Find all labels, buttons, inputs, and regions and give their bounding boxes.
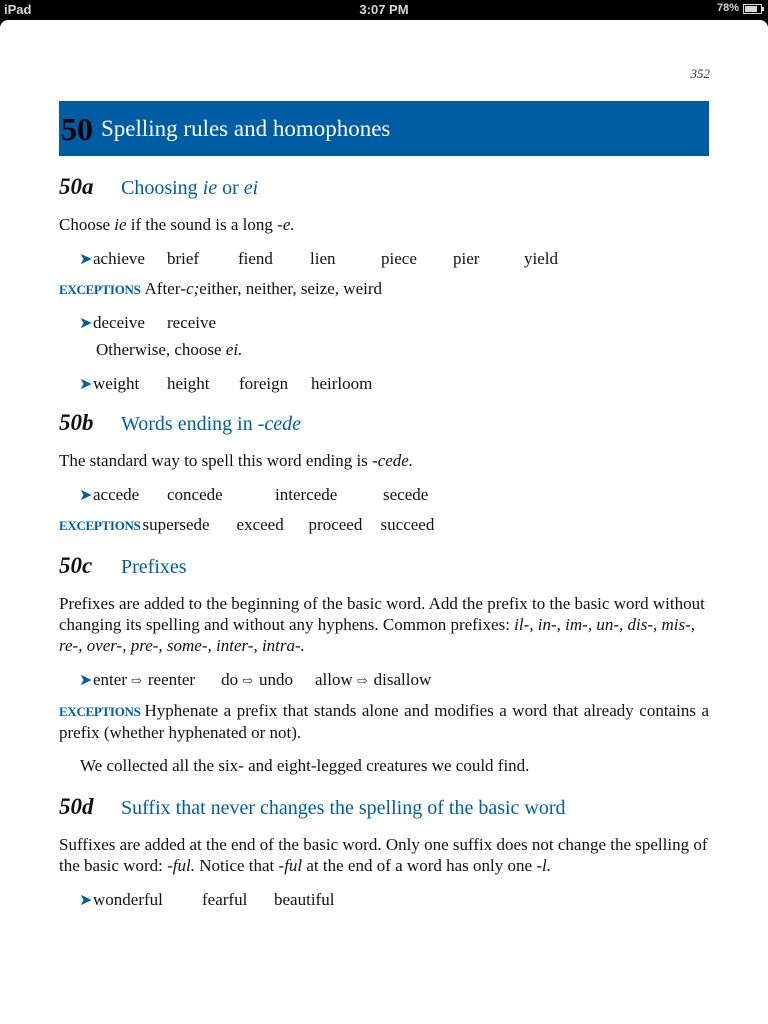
section-title: Suffix that never changes the spelling of the basic word — [121, 797, 566, 819]
bullet-arrow-icon: ➤ — [79, 376, 93, 393]
bullet-arrow-icon: ➤ — [79, 251, 93, 268]
example-word: accede — [93, 485, 140, 504]
exceptions-text: After — [144, 279, 181, 298]
bullet-arrow-icon: ➤ — [79, 672, 93, 689]
example-word: piece — [381, 249, 417, 268]
battery-status — [717, 2, 762, 14]
section-title: Choosing ie or ei — [121, 177, 259, 199]
section-intro: The standard way to spell this word ending is -cede. — [59, 451, 414, 470]
status-bar — [0, 0, 768, 20]
example-row — [79, 485, 709, 505]
example-word: wonderful — [93, 890, 163, 909]
example-word: reenter — [147, 670, 196, 689]
book-page[interactable] — [0, 20, 768, 1024]
example-word: receive — [167, 313, 217, 332]
exceptions-label: EXCEPTIONS — [59, 704, 141, 719]
example-word: undo — [258, 670, 293, 689]
example-word: brief — [167, 249, 200, 268]
device-name: iPad — [4, 2, 32, 17]
example-row — [79, 313, 709, 333]
example-word: foreign — [239, 374, 289, 393]
exceptions-label: EXCEPTIONS — [59, 282, 141, 297]
example-word: achieve — [93, 249, 145, 268]
example-word: fearful — [202, 890, 248, 909]
example-word: secede — [383, 485, 429, 504]
example-word: intercede — [275, 485, 338, 504]
example-word: disallow — [373, 670, 432, 689]
example-word: enter — [93, 670, 127, 689]
example-word: allow — [314, 670, 353, 689]
section-title: Prefixes — [121, 556, 187, 578]
battery-fill — [745, 6, 757, 12]
chapter-header — [59, 101, 709, 156]
example-word: heirloom — [311, 374, 373, 393]
example-row — [79, 670, 709, 690]
section-heading-50c — [59, 553, 709, 579]
bullet-arrow-icon: ➤ — [79, 315, 93, 332]
exceptions-paragraph: EXCEPTIONS Hyphenate a prefix that stands alone and modifies a word that already contains a prefix (whether hyphenated or not). — [59, 701, 709, 742]
section-intro: Suffixes are added at the end of the basic word. Only one suffix does not change the spelling of the basic word: -ful. Notice that -ful at the end of a word has only one -l. — [59, 835, 708, 875]
section-number: 50a — [59, 174, 94, 199]
example-word: weight — [93, 374, 140, 393]
clock: 3:07 PM — [359, 2, 409, 17]
bullet-arrow-icon: ➤ — [79, 892, 93, 909]
section-heading-50d — [59, 794, 709, 820]
exception-word: supersede — [142, 515, 210, 534]
exceptions-row: EXCEPTIONS After -c; either, neither, seize, weird — [59, 279, 382, 298]
bullet-arrow-icon: ➤ — [79, 487, 93, 504]
section-intro: Choose ie if the sound is a long -e. — [59, 215, 295, 234]
section-number: 50d — [59, 794, 94, 819]
example-word: lien — [310, 249, 336, 268]
section-title: Words ending in -cede — [121, 413, 302, 435]
page-content — [59, 170, 709, 910]
example-sentence: We collected all the six- and eight-legged creatures we could find. — [80, 756, 530, 775]
exceptions-label: EXCEPTIONS — [59, 518, 141, 533]
example-word: beautiful — [274, 890, 335, 909]
section-heading-50b — [59, 410, 709, 436]
example-word: deceive — [93, 313, 145, 332]
section-heading-50a — [59, 174, 709, 200]
example-word: pier — [453, 249, 480, 268]
page-number: 352 — [690, 66, 710, 81]
transform-arrow-icon: ⇨ — [356, 673, 368, 688]
exception-word: succeed — [380, 515, 435, 534]
exception-word: proceed — [308, 515, 363, 534]
exceptions-row — [59, 515, 709, 535]
example-word: yield — [524, 249, 558, 268]
example-word: concede — [167, 485, 223, 504]
section-intro: Prefixes are added to the beginning of the basic word. Add the prefix to the basic word without changing its spelling and without any hyphens. Common prefixes: il-, in-, im-, un-, dis-, mis-, re-, over-, pre-, some-, inter-, intra-. — [59, 594, 705, 655]
example-row — [79, 890, 709, 910]
exception-word: exceed — [236, 515, 284, 534]
section-number: 50b — [59, 410, 94, 435]
example-word: fiend — [238, 249, 273, 268]
chapter-number: 50 — [61, 110, 93, 147]
battery-percent: 78% — [716, 2, 739, 14]
example-row — [79, 249, 709, 269]
example-word: do — [221, 670, 239, 689]
transform-arrow-icon: ⇨ — [242, 673, 253, 688]
battery-icon — [743, 4, 762, 14]
transform-arrow-icon: ⇨ — [130, 673, 142, 688]
otherwise-rule: Otherwise, choose ei. — [96, 340, 243, 359]
section-number: 50c — [59, 553, 93, 578]
example-word: height — [167, 374, 210, 393]
example-row — [79, 374, 709, 394]
chapter-title: Spelling rules and homophones — [101, 116, 391, 141]
